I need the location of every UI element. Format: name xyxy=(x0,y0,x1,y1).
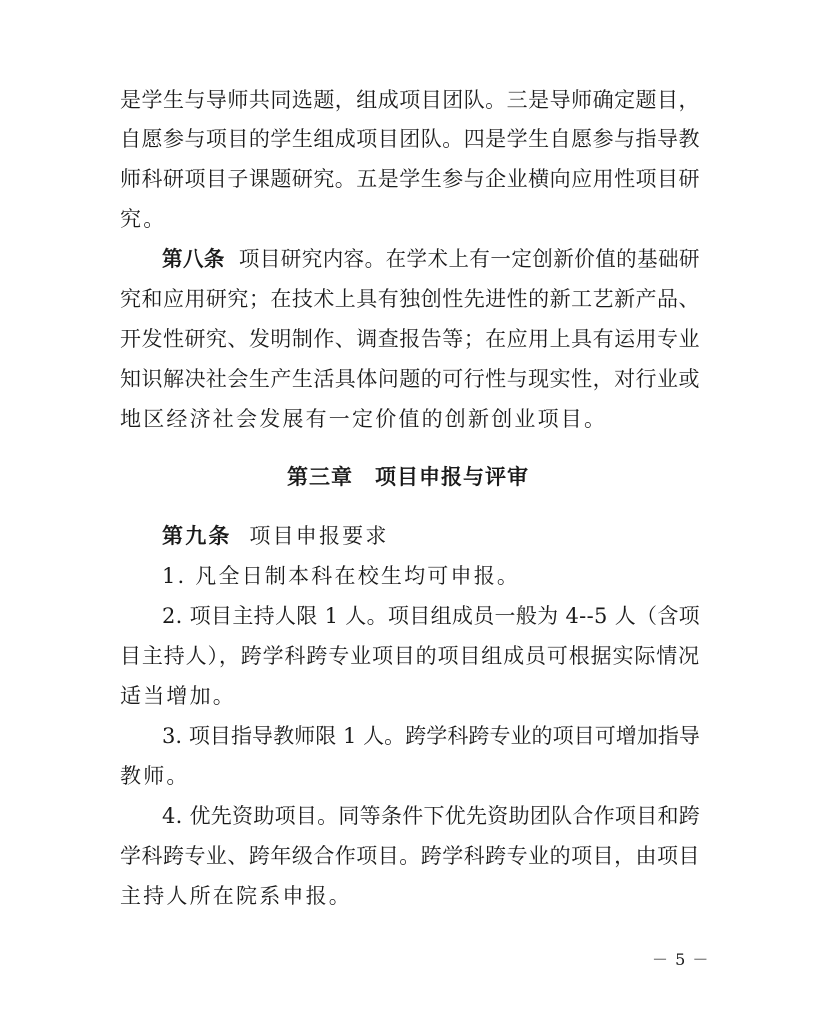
article-9-heading: 第九条 xyxy=(162,524,232,548)
paragraph-line: 师科研项目子课题研究。五是学生参与企业横向应用性项目研 xyxy=(120,167,700,191)
article-8-first-line xyxy=(162,246,700,272)
list-item-line: 3. 项目指导教师限 1 人。跨学科跨专业的项目可增加指导 xyxy=(162,724,700,748)
article-8-line: 地区经济社会发展有一定价值的创新创业项目。 xyxy=(120,407,608,431)
chapter-title: 第三章 项目申报与评审 xyxy=(287,465,529,489)
list-item-line: 4. 优先资助项目。同等条件下优先资助团队合作项目和跨 xyxy=(162,804,700,828)
list-item-line: 适当增加。 xyxy=(120,684,236,708)
article-8-heading: 第八条 xyxy=(162,247,225,271)
article-9-first-line xyxy=(162,523,389,549)
list-item-line: 学科跨专业、跨年级合作项目。跨学科跨专业的项目，由项目 xyxy=(120,844,700,868)
paragraph-line: 自愿参与项目的学生组成项目团队。四是学生自愿参与指导教 xyxy=(120,127,700,151)
article-8-line: 开发性研究、发明制作、调查报告等；在应用上具有运用专业 xyxy=(120,327,700,351)
page-number: － 5 － xyxy=(652,950,710,969)
list-item-line: 1. 凡全日制本科在校生均可申报。 xyxy=(162,564,521,588)
list-item-line: 2. 项目主持人限 1 人。项目组成员一般为 4--5 人（含项 xyxy=(162,604,700,628)
article-8-line: 知识解决社会生产生活具体问题的可行性与现实性，对行业或 xyxy=(120,367,700,391)
list-item-line: 教师。 xyxy=(120,764,190,788)
paragraph-line: 究。 xyxy=(120,207,167,231)
list-item-line: 目主持人），跨学科跨专业项目的项目组成员可根据实际情况 xyxy=(120,644,700,668)
article-8-first-line-text: 项目研究内容。在学术上有一定创新价值的基础研 xyxy=(238,247,700,271)
list-item-line: 主持人所在院系申报。 xyxy=(120,884,352,908)
article-9-first-line-text: 项目申报要求 xyxy=(249,524,389,548)
paragraph-line: 是学生与导师共同选题，组成项目团队。三是导师确定题目， xyxy=(120,88,700,112)
article-8-line: 究和应用研究；在技术上具有独创性先进性的新工艺新产品、 xyxy=(120,287,700,311)
